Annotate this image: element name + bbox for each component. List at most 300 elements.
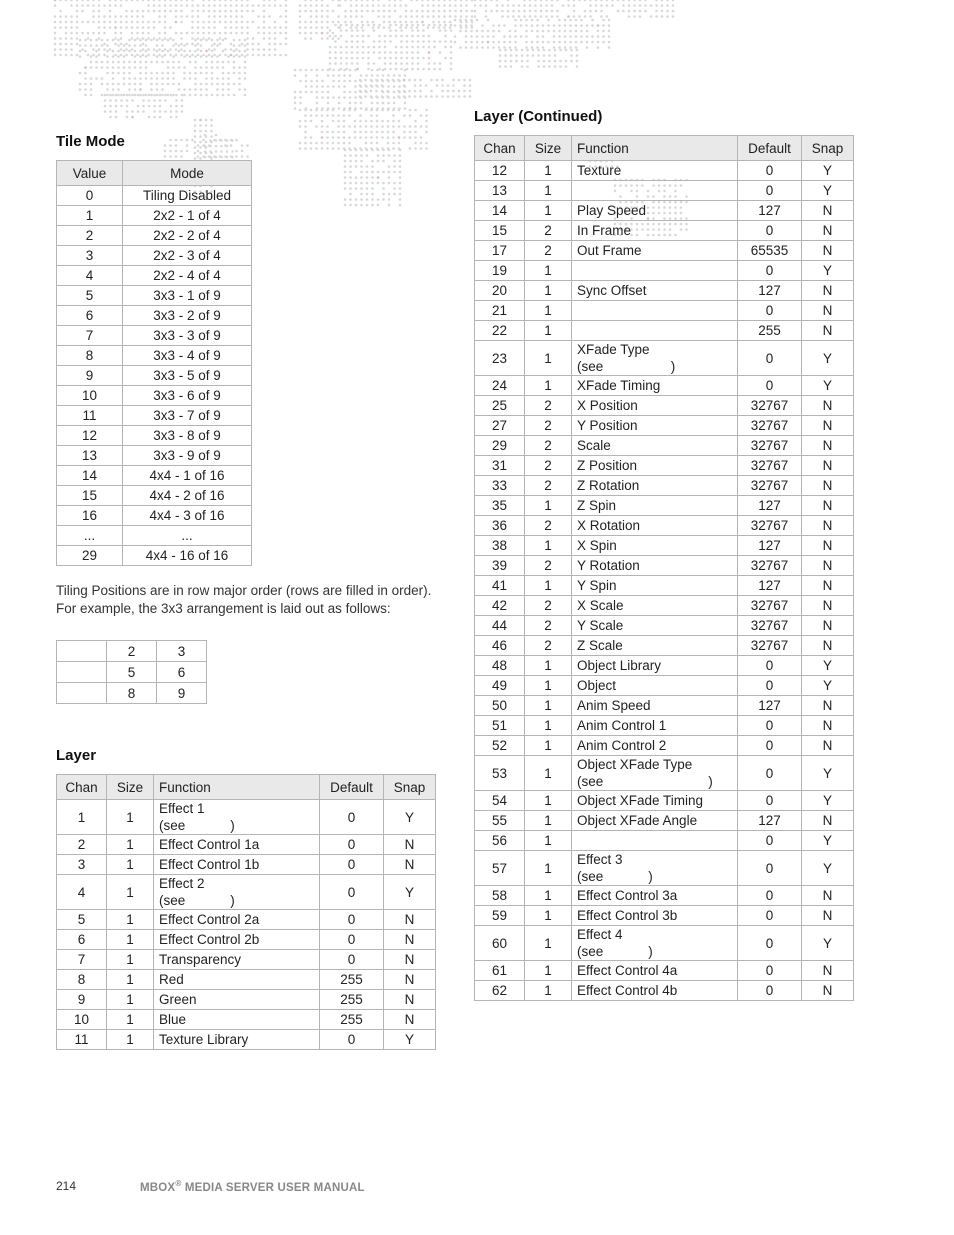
map-dot (194, 119, 197, 122)
map-dot (128, 44, 131, 47)
map-dot (305, 85, 308, 88)
map-dot (531, 24, 534, 27)
chan-cell: 20 (475, 281, 525, 301)
snap-cell: Y (802, 181, 854, 201)
snap-cell: N (802, 516, 854, 536)
map-dot (153, 48, 156, 51)
map-dot (158, 15, 161, 18)
map-dot (244, 55, 247, 58)
map-dot (373, 51, 376, 54)
map-dot (128, 50, 131, 53)
map-dot (360, 171, 363, 174)
map-dot (405, 4, 408, 7)
map-dot (104, 94, 107, 97)
snap-cell: N (802, 321, 854, 341)
map-dot (351, 29, 354, 32)
map-dot (452, 95, 455, 98)
map-dot (205, 119, 208, 122)
map-dot (106, 50, 109, 53)
map-dot (164, 37, 167, 40)
function-cell (154, 1030, 320, 1050)
map-dot (395, 57, 398, 60)
map-dot (222, 39, 225, 42)
map-dot (622, 0, 625, 1)
map-dot (408, 95, 411, 98)
map-dot (439, 40, 442, 43)
map-dot (481, 24, 484, 27)
map-dot (366, 176, 369, 179)
map-dot (178, 61, 181, 64)
map-dot (422, 57, 425, 60)
snap-cell: N (802, 736, 854, 756)
map-dot (343, 109, 346, 112)
map-dot (244, 94, 247, 97)
map-dot (504, 60, 507, 63)
chan-cell: 58 (475, 886, 525, 906)
map-dot (153, 99, 156, 102)
map-dot (233, 39, 236, 42)
map-dot (98, 32, 101, 35)
map-dot (224, 4, 227, 7)
map-dot (471, 0, 474, 1)
snap-cell: Y (802, 756, 854, 791)
map-dot (321, 125, 324, 128)
map-dot (449, 4, 452, 7)
map-dot (158, 21, 161, 24)
map-dot (436, 79, 439, 82)
map-dot (394, 21, 397, 24)
map-dot (447, 90, 450, 93)
map-dot (349, 198, 352, 201)
map-dot (525, 24, 528, 27)
map-dot (164, 94, 167, 97)
map-dot (521, 49, 524, 52)
chan-cell: 11 (57, 1030, 107, 1050)
map-dot (531, 30, 534, 33)
map-dot (650, 15, 653, 18)
map-dot (145, 39, 148, 42)
map-dot (367, 57, 370, 60)
map-dot (509, 30, 512, 33)
map-dot (554, 60, 557, 63)
map-dot (399, 198, 402, 201)
map-dot (515, 60, 518, 63)
map-dot (417, 57, 420, 60)
map-dot (600, 15, 603, 18)
map-dot (551, 4, 554, 7)
map-dot (372, 26, 375, 29)
map-dot (106, 72, 109, 75)
map-dot (622, 4, 625, 7)
table-row (475, 906, 854, 926)
map-dot (180, 15, 183, 18)
map-dot (299, 21, 302, 24)
map-dot (191, 21, 194, 24)
function-cell (572, 376, 738, 396)
map-dot (580, 30, 583, 33)
table-row (57, 486, 252, 506)
map-dot (233, 94, 236, 97)
map-dot (337, 114, 340, 117)
map-dot (428, 51, 431, 54)
size-cell: 1 (525, 281, 572, 301)
map-dot (263, 37, 266, 40)
map-dot (392, 142, 395, 145)
map-dot (376, 142, 379, 145)
map-dot (470, 30, 473, 33)
size-cell: 1 (525, 756, 572, 791)
map-dot (416, 10, 419, 13)
header-size: Size (107, 775, 154, 800)
map-dot (220, 145, 223, 148)
map-dot (222, 94, 225, 97)
map-dot (216, 61, 219, 64)
map-dot (370, 109, 373, 112)
map-dot (310, 26, 313, 29)
table-row (475, 496, 854, 516)
table-row (57, 526, 252, 546)
chan-cell: 13 (475, 181, 525, 201)
map-dot (394, 10, 397, 13)
header-chan: Chan (57, 775, 107, 800)
map-dot (376, 131, 379, 134)
map-dot (219, 0, 222, 1)
map-dot (246, 21, 249, 24)
map-dot (370, 90, 373, 93)
map-dot (420, 125, 423, 128)
chan-cell: 19 (475, 261, 525, 281)
map-dot (178, 50, 181, 53)
map-dot (79, 83, 82, 86)
map-dot (499, 65, 502, 68)
map-dot (238, 72, 241, 75)
map-dot (523, 4, 526, 7)
map-dot (164, 54, 167, 57)
function-name: Z Position (577, 458, 638, 473)
map-dot (381, 109, 384, 112)
map-dot (87, 54, 90, 57)
map-dot (340, 57, 343, 60)
size-cell: 1 (525, 736, 572, 756)
map-dot (406, 40, 409, 43)
map-dot (112, 50, 115, 53)
map-dot (510, 54, 513, 57)
value-cell: 6 (57, 306, 123, 326)
map-dot (400, 57, 403, 60)
snap-cell: N (384, 1010, 436, 1030)
map-dot (432, 4, 435, 7)
map-dot (377, 182, 380, 185)
map-dot (387, 85, 390, 88)
map-dot (344, 171, 347, 174)
function-name: X Rotation (577, 518, 641, 533)
map-dot (356, 40, 359, 43)
map-dot (197, 144, 200, 147)
snap-cell: N (384, 930, 436, 950)
size-cell: 1 (107, 1010, 154, 1030)
map-dot (170, 94, 173, 97)
map-dot (167, 77, 170, 80)
default-cell: 0 (738, 831, 802, 851)
map-dot (644, 10, 647, 13)
map-dot (414, 95, 417, 98)
map-dot (411, 62, 414, 65)
table-row (475, 676, 854, 696)
map-dot (76, 37, 79, 40)
map-dot (178, 83, 181, 86)
default-cell: 0 (738, 926, 802, 961)
map-dot (536, 35, 539, 38)
value-cell: 29 (57, 546, 123, 566)
size-cell: 2 (525, 636, 572, 656)
map-dot (438, 26, 441, 29)
map-dot (532, 49, 535, 52)
size-cell: 1 (525, 536, 572, 556)
map-dot (567, 0, 570, 1)
map-dot (349, 176, 352, 179)
map-dot (343, 85, 346, 88)
map-dot (575, 24, 578, 27)
map-dot (76, 10, 79, 13)
map-dot (387, 120, 390, 123)
map-dot (430, 90, 433, 93)
map-dot (387, 109, 390, 112)
function-cell (572, 811, 738, 831)
map-dot (161, 72, 164, 75)
map-dot (586, 46, 589, 49)
map-dot (156, 39, 159, 42)
map-dot (246, 144, 249, 147)
map-dot (633, 15, 636, 18)
map-dot (169, 144, 172, 147)
chan-cell: 12 (475, 161, 525, 181)
map-dot (441, 95, 444, 98)
map-dot (148, 116, 151, 119)
map-dot (348, 114, 351, 117)
map-dot (156, 72, 159, 75)
default-cell: 0 (738, 791, 802, 811)
map-dot (576, 54, 579, 57)
map-dot (628, 0, 631, 1)
map-dot (120, 32, 123, 35)
map-dot (338, 69, 341, 72)
table-row (475, 926, 854, 961)
map-dot (371, 171, 374, 174)
map-dot (501, 4, 504, 7)
map-dot (498, 30, 501, 33)
default-cell: 0 (738, 676, 802, 696)
map-dot (388, 21, 391, 24)
map-dot (164, 99, 167, 102)
map-dot (414, 120, 417, 123)
map-dot (95, 39, 98, 42)
map-dot (54, 4, 57, 7)
map-dot (222, 83, 225, 86)
map-dot (432, 26, 435, 29)
map-dot (131, 37, 134, 40)
map-dot (321, 96, 324, 99)
map-dot (452, 79, 455, 82)
map-dot (584, 15, 587, 18)
function-cell (572, 906, 738, 926)
map-dot (470, 35, 473, 38)
map-dot (409, 131, 412, 134)
default-cell: 0 (738, 261, 802, 281)
map-dot (370, 114, 373, 117)
snap-cell: Y (802, 791, 854, 811)
map-dot (386, 95, 389, 98)
map-dot (180, 155, 183, 158)
map-dot (197, 150, 200, 153)
map-dot (537, 65, 540, 68)
function-cell (154, 930, 320, 950)
map-dot (175, 155, 178, 158)
map-dot (139, 88, 142, 91)
map-dot (349, 171, 352, 174)
map-dot (470, 41, 473, 44)
map-dot (439, 24, 442, 27)
map-dot (540, 0, 543, 1)
map-dot (454, 41, 457, 44)
map-dot (164, 155, 167, 158)
function-cell (572, 576, 738, 596)
map-dot (454, 19, 457, 22)
map-dot (485, 4, 488, 7)
map-dot (399, 176, 402, 179)
map-dot (344, 149, 347, 152)
map-dot (438, 21, 441, 24)
map-dot (580, 24, 583, 27)
map-dot (321, 15, 324, 18)
header-snap: Snap (802, 136, 854, 161)
map-dot (241, 21, 244, 24)
map-dot (213, 43, 216, 46)
table-row (57, 426, 252, 446)
value-cell: 8 (57, 346, 123, 366)
map-dot (354, 136, 357, 139)
map-dot (332, 131, 335, 134)
map-dot (304, 0, 307, 1)
map-dot (514, 24, 517, 27)
default-cell: 255 (738, 321, 802, 341)
map-dot (367, 68, 370, 71)
map-dot (145, 77, 148, 80)
map-dot (299, 147, 302, 150)
map-dot (332, 96, 335, 99)
map-dot (329, 62, 332, 65)
mode-cell: Tiling Disabled (123, 186, 252, 206)
function-name: Z Scale (577, 638, 623, 653)
default-cell: 0 (320, 875, 384, 910)
map-dot (158, 10, 161, 13)
map-dot (90, 61, 93, 64)
map-dot (183, 44, 186, 47)
map-dot (112, 72, 115, 75)
map-dot (299, 125, 302, 128)
map-dot (233, 50, 236, 53)
map-dot (351, 51, 354, 54)
map-dot (279, 32, 282, 35)
map-dot (213, 26, 216, 29)
map-dot (503, 24, 506, 27)
map-dot (376, 74, 379, 77)
map-dot (382, 198, 385, 201)
map-dot (481, 46, 484, 49)
function-name: Effect Control 2b (159, 932, 260, 947)
map-dot (194, 66, 197, 69)
map-dot (398, 142, 401, 145)
map-dot (510, 65, 513, 68)
map-dot (316, 91, 319, 94)
chan-cell: 50 (475, 696, 525, 716)
map-dot (216, 55, 219, 58)
map-dot (518, 4, 521, 7)
map-dot (327, 91, 330, 94)
map-dot (400, 24, 403, 27)
map-dot (553, 46, 556, 49)
snap-cell: N (802, 301, 854, 321)
map-dot (384, 35, 387, 38)
function-name: Z Rotation (577, 478, 640, 493)
map-dot (164, 10, 167, 13)
map-dot (180, 4, 183, 7)
map-dot (268, 48, 271, 51)
map-dot (84, 88, 87, 91)
snap-cell: N (802, 886, 854, 906)
map-dot (257, 4, 260, 7)
map-dot (252, 21, 255, 24)
map-dot (299, 109, 302, 112)
map-dot (194, 55, 197, 58)
map-dot (76, 26, 79, 29)
map-dot (172, 94, 175, 97)
map-dot (164, 48, 167, 51)
map-dot (370, 125, 373, 128)
map-dot (383, 4, 386, 7)
map-dot (458, 90, 461, 93)
map-dot (326, 131, 329, 134)
map-dot (115, 110, 118, 113)
mode-cell: 3x3 - 7 of 9 (123, 406, 252, 426)
map-dot (545, 4, 548, 7)
map-dot (120, 48, 123, 51)
default-cell: 65535 (738, 241, 802, 261)
map-dot (388, 4, 391, 7)
map-dot (153, 105, 156, 108)
map-dot (204, 145, 207, 148)
default-cell: 0 (738, 906, 802, 926)
map-dot (545, 10, 548, 13)
map-dot (354, 109, 357, 112)
map-dot (227, 88, 230, 91)
map-dot (492, 30, 495, 33)
map-dot (233, 66, 236, 69)
table-row (57, 930, 436, 950)
table-row (57, 266, 252, 286)
map-dot (408, 90, 411, 93)
map-dot (393, 187, 396, 190)
map-dot (465, 4, 468, 7)
map-dot (178, 66, 181, 69)
map-dot (425, 109, 428, 112)
map-dot (548, 54, 551, 57)
map-dot (343, 74, 346, 77)
map-dot (326, 15, 329, 18)
map-dot (315, 32, 318, 35)
table-row (57, 306, 252, 326)
map-dot (316, 74, 319, 77)
map-dot (514, 41, 517, 44)
